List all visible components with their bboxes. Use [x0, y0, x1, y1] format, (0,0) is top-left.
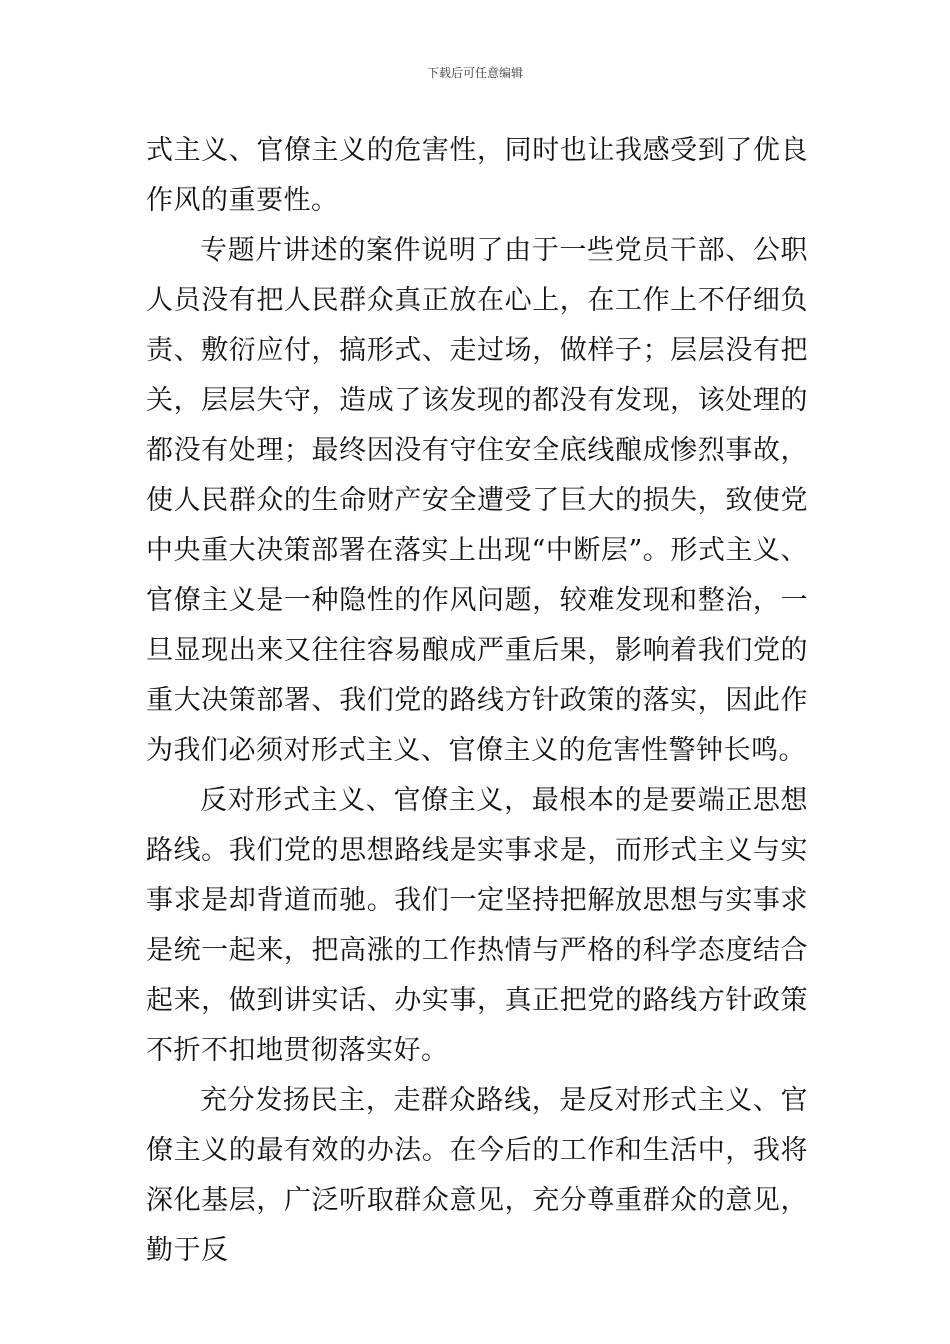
- paragraph: 充分发扬民主，走群众路线，是反对形式主义、官僚主义的最有效的办法。在今后的工作和生活中，我将深化基层，广泛听取群众意见，充分尊重群众的意见，勤于反: [146, 1085, 808, 1266]
- page-header-note: 下载后可任意编辑: [426, 66, 523, 80]
- paragraph: 专题片讲述的案件说明了由于一些党员干部、公职人员没有把人民群众真正放在心上，在工作上不仔细负责、敷衍应付，搞形式、走过场，做样子；层层没有把关，层层失守，造成了该发现的都没有发现，该处理的都没有处理；最终因没有守住安全底线酿成惨烈事故，使人民群众的生命财产安全遭受了巨大的损失，致使党中央重大决策部署在落实上出现“中断层”。形式主义、官僚主义是一种隐性的作风问题，较难发现和整治，一旦显现出来又往往容易酿成严重后果，影响着我们党的重大决策部署、我们党的路线方针政策的落实，因此作为我们必须对形式主义、官僚主义的危害性警钟长鸣。: [146, 235, 808, 766]
- paragraph-continuation: 式主义、官僚主义的危害性，同时也让我感受到了优良作风的重要性。: [146, 135, 808, 216]
- paragraph: 反对形式主义、官僚主义，最根本的是要端正思想路线。我们党的思想路线是实事求是，而形式主义与实事求是却背道而驰。我们一定坚持把解放思想与实事求是统一起来，把高涨的工作热情与严格的科学态度结合起来，做到讲实话、办实事，真正把党的路线方针政策不折不扣地贯彻落实好。: [146, 785, 808, 1066]
- document-body: [146, 126, 808, 1276]
